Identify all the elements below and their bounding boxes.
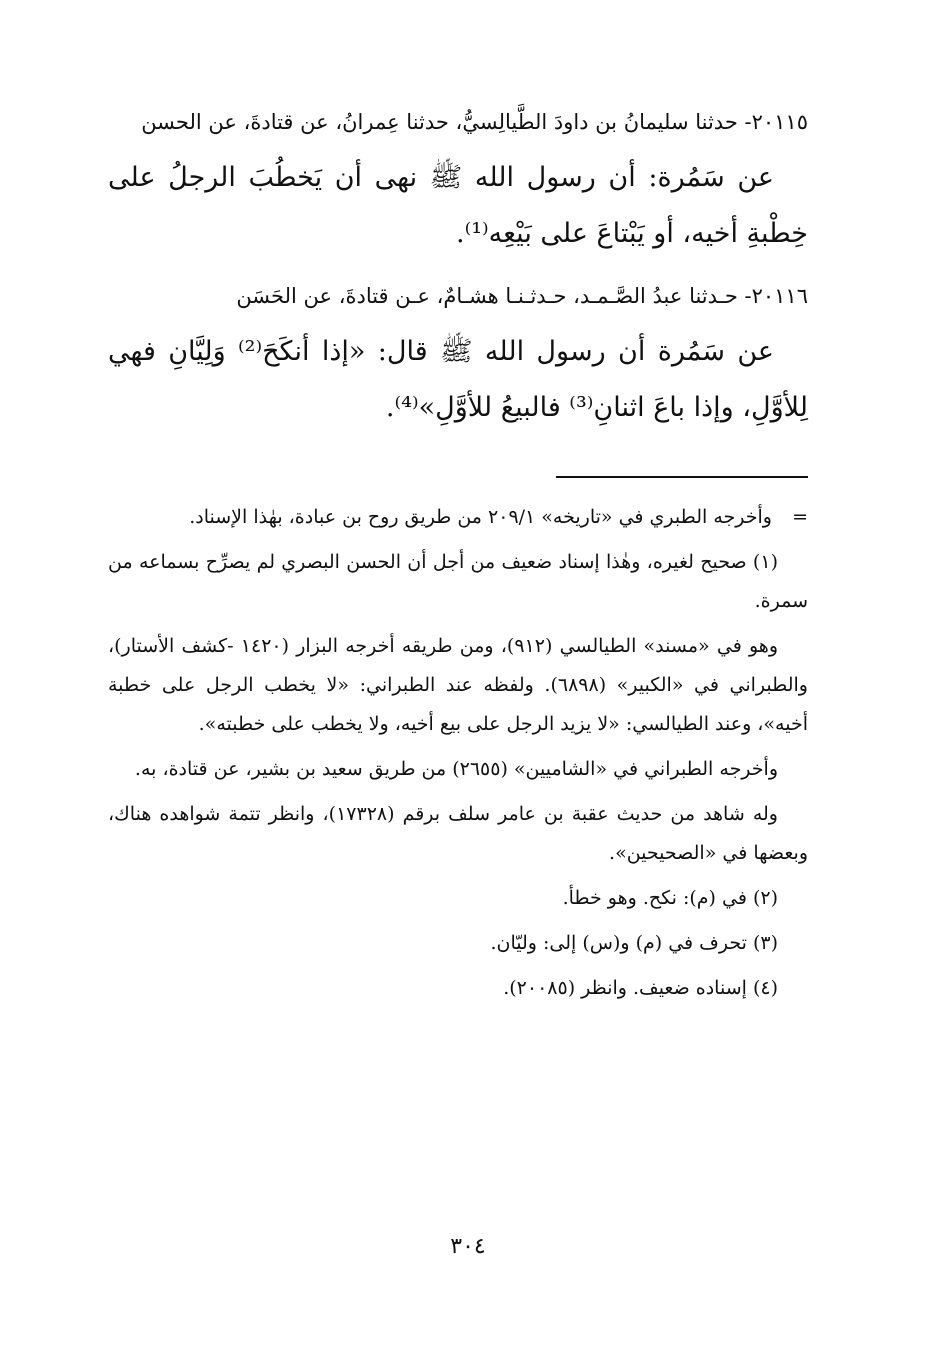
footnote-continuation (108, 498, 808, 537)
continuation-mark: = (792, 506, 808, 528)
footnote-1-para-3: وأخرجه الطبراني في «الشاميين» (٢٦٥٥) من طريق سعيد بن بشير، عن قتادة، به. (134, 758, 778, 780)
footnote-1-para-4: وله شاهد من حديث عقبة بن عامر سلف برقم (١٧٣٢٨)، وانظر تتمة شواهده هناك، وبعضها في «الصحيحين». (108, 803, 808, 864)
footnote-1: (١) صحيح لغيره، وهٰذا إسناد ضعيف من أجل أن الحسن البصري لم يصرِّح بسماعه من سمرة. (108, 551, 808, 612)
footnote-3: (٣) تحرف في (م) و(س) إلى: وليّان. (490, 932, 778, 954)
hadith-matn-20116: عن سَمُرة أن رسول الله ﷺ قال: «إذا أنكَحَ⁽²⁾ وَلِيَّانِ فهي لِلأوَّلِ، وإذا باعَ اثنانِ⁽³⁾ فالبيعُ للأوَّلِ»⁽⁴⁾. (108, 336, 808, 423)
footnote-continuation-text: وأخرجه الطبري في «تاريخه» ٢٠٩/١ من طريق روح بن عبادة، بهٰذا الإسناد. (189, 506, 772, 528)
footnote-divider (556, 476, 808, 478)
footnote-4: (٤) إسناده ضعيف. وانظر (٢٠٠٨٥). (503, 977, 778, 999)
footnote-2: (٢) في (م): نكح. وهو خطأ. (562, 887, 778, 909)
hadith-isnad-20115: ٢٠١١٥- حدثنا سليمانُ بن داودَ الطَّيالِسيُّ، حدثنا عِمرانُ، عن قتادةَ، عن الحسن (141, 110, 808, 134)
hadith-isnad-20116: ٢٠١١٦- حـدثنا عبدُ الصَّـمـد، حـدثـنـا هشـامٌ، عـن قتادةَ، عن الحَسَن (236, 284, 808, 308)
footnote-1-para-2: وهو في «مسند» الطيالسي (٩١٢)، ومن طريقه أخرجه البزار (١٤٢٠ -كشف الأستار)، والطبراني في «الكبير» (٦٨٩٨). ولفظه عند الطبراني: «لا يخطب الرجل على خطبة أخيه»، وعند الطيالسي: «لا يزيد الرجل على بيع أخيه، ولا يخطب على خطبته». (108, 635, 808, 735)
footnote-divider-row (108, 458, 808, 498)
page-number: ٣٠٤ (450, 1234, 486, 1259)
footnotes (108, 498, 808, 1008)
page-body (108, 100, 808, 1300)
hadith-matn-20115: عن سَمُرة: أن رسول الله ﷺ نهى أن يَخطُبَ الرجلُ على خِطْبةِ أخيه، أو يَبْتاعَ على بَيْعِه⁽¹⁾. (108, 162, 808, 249)
